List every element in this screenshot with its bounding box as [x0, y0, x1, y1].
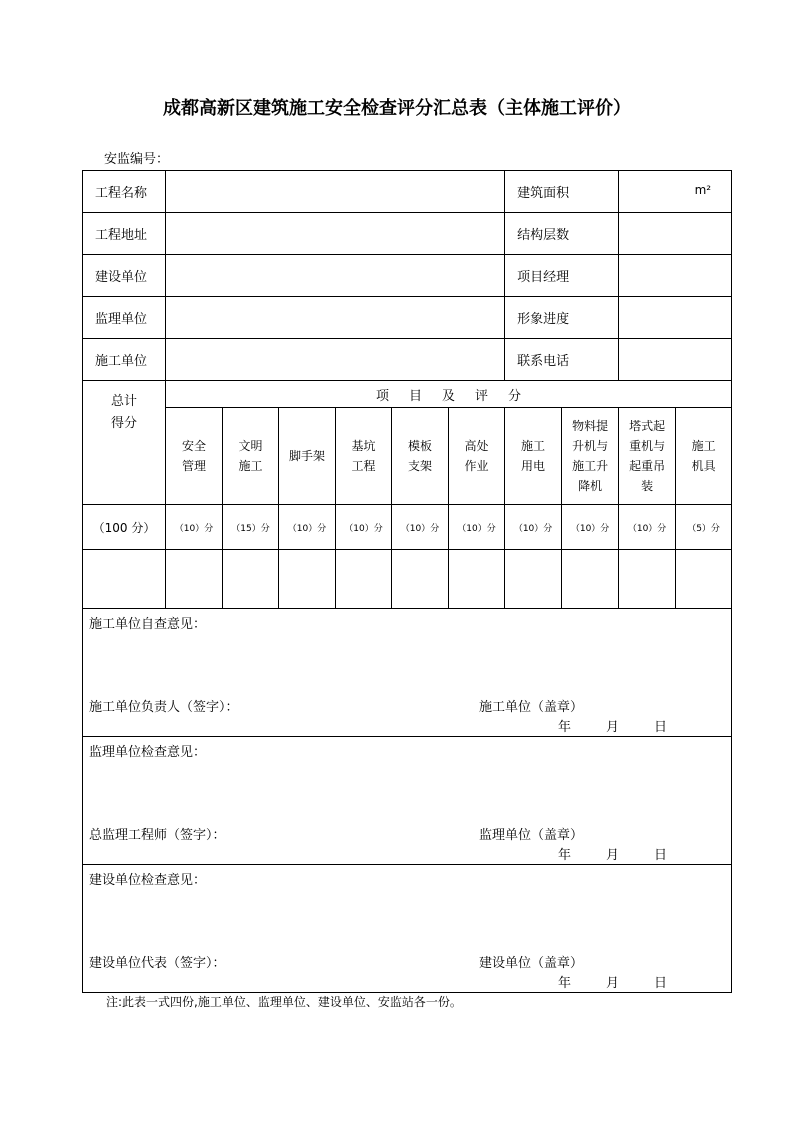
page-title: 成都高新区建筑施工安全检查评分汇总表（主体施工评价） [163, 98, 631, 119]
category-header [449, 408, 505, 505]
category-line: 基坑 [351, 439, 376, 453]
category-header [223, 408, 279, 505]
category-header [505, 408, 562, 505]
project-manager-label: 项目经理 [505, 255, 619, 297]
owner-unit-label: 建设单位 [83, 255, 166, 297]
date-month: 月 [606, 976, 620, 991]
total-max-score: （100 分） [83, 505, 166, 550]
category-line: 用电 [521, 459, 546, 473]
date-day: 日 [654, 848, 668, 863]
category-score-entry[interactable] [505, 550, 562, 609]
max-score-row [83, 505, 732, 550]
supervisor-date [558, 844, 667, 863]
category-line: 降机 [578, 479, 603, 493]
supervisor-signer-label: 总监理工程师（签字）： [89, 828, 226, 843]
total-score-header [83, 381, 166, 505]
contractor-seal-label: 施工单位（盖章） [479, 700, 584, 715]
owner-signer-label: 建设单位代表（签字）： [89, 956, 226, 971]
info-row-contractor [83, 339, 732, 381]
opinion-supervisor [83, 737, 732, 865]
progress-label: 形象进度 [505, 297, 619, 339]
progress-field[interactable] [619, 297, 732, 339]
category-score-entry[interactable] [166, 550, 223, 609]
project-address-field[interactable] [166, 213, 505, 255]
category-line: 机具 [691, 459, 716, 473]
category-line: 施工 [238, 459, 263, 473]
contractor-date [558, 716, 667, 735]
category-header [619, 408, 676, 505]
project-address-label: 工程地址 [83, 213, 166, 255]
contact-phone-label: 联系电话 [505, 339, 619, 381]
total-score-entry[interactable] [83, 550, 166, 609]
owner-seal-label: 建设单位（盖章） [479, 956, 584, 971]
category-header [166, 408, 223, 505]
building-area-label: 建筑面积 [505, 171, 619, 213]
category-line: 支架 [407, 459, 432, 473]
supervisor-unit-label: 监理单位 [83, 297, 166, 339]
category-line: 升机与 [572, 439, 609, 453]
date-month: 月 [606, 720, 620, 735]
category-score-entry[interactable] [223, 550, 279, 609]
category-max-score: （10）分 [505, 505, 562, 550]
category-line: 施工 [521, 439, 546, 453]
building-area-field[interactable] [619, 171, 732, 213]
supervisor-unit-field[interactable] [166, 297, 505, 339]
category-line: 重机与 [629, 439, 666, 453]
category-max-score: （10）分 [166, 505, 223, 550]
category-line: 塔式起 [629, 419, 666, 433]
date-year: 年 [558, 976, 572, 991]
category-score-entry[interactable] [449, 550, 505, 609]
area-unit: m² [694, 183, 712, 197]
structure-floors-label: 结构层数 [505, 213, 619, 255]
category-max-score: （10）分 [336, 505, 392, 550]
category-max-score: （10）分 [619, 505, 676, 550]
owner-opinion-label: 建设单位检查意见： [89, 873, 207, 888]
date-year: 年 [558, 848, 572, 863]
category-score-entry[interactable] [676, 550, 732, 609]
category-line: 施工升 [572, 459, 609, 473]
category-header [676, 408, 732, 505]
category-score-entry[interactable] [392, 550, 449, 609]
category-score-entry[interactable] [336, 550, 392, 609]
project-name-field[interactable] [166, 171, 505, 213]
category-header [336, 408, 392, 505]
category-max-score: （15）分 [223, 505, 279, 550]
structure-floors-field[interactable] [619, 213, 732, 255]
category-line: 模板 [407, 439, 432, 453]
category-line: 施工 [691, 439, 716, 453]
category-max-score: （5）分 [676, 505, 732, 550]
category-line: 文明 [238, 439, 263, 453]
date-year: 年 [558, 720, 572, 735]
info-row-project-address [83, 213, 732, 255]
owner-unit-field[interactable] [166, 255, 505, 297]
category-line: 作业 [464, 459, 489, 473]
project-manager-field[interactable] [619, 255, 732, 297]
category-header [562, 408, 619, 505]
category-line: 安全 [181, 439, 206, 453]
score-header-row [83, 381, 732, 408]
contractor-signer-label: 施工单位负责人（签字）： [89, 700, 239, 715]
score-entry-row [83, 550, 732, 609]
category-line: 管理 [181, 459, 206, 473]
project-name-label: 工程名称 [83, 171, 166, 213]
contractor-unit-label: 施工单位 [83, 339, 166, 381]
supervisor-opinion-label: 监理单位检查意见： [89, 745, 207, 760]
owner-date [558, 972, 667, 991]
category-line: 物料提 [572, 419, 609, 433]
footnote: 注:此表一式四份,施工单位、监理单位、建设单位、安监站各一份。 [106, 995, 462, 1009]
category-line: 脚手架 [288, 449, 325, 463]
category-score-entry[interactable] [562, 550, 619, 609]
date-day: 日 [654, 976, 668, 991]
total-label-1: 总计 [110, 394, 137, 409]
category-row [83, 408, 732, 505]
category-line: 装 [641, 479, 654, 493]
contractor-opinion-label: 施工单位自查意见： [89, 617, 207, 632]
category-max-score: （10）分 [562, 505, 619, 550]
category-line: 高处 [464, 439, 489, 453]
contractor-unit-field[interactable] [166, 339, 505, 381]
info-row-owner [83, 255, 732, 297]
category-line: 起重吊 [629, 459, 666, 473]
contact-phone-field[interactable] [619, 339, 732, 381]
category-score-entry[interactable] [619, 550, 676, 609]
total-label-2: 得分 [110, 416, 137, 431]
supervisor-seal-label: 监理单位（盖章） [479, 828, 584, 843]
items-header: 项目及评分 [166, 381, 732, 408]
category-header [279, 408, 336, 505]
info-row-supervisor [83, 297, 732, 339]
serial-number-label: 安监编号： [104, 152, 170, 167]
opinion-contractor [83, 609, 732, 737]
category-score-entry[interactable] [279, 550, 336, 609]
category-header [392, 408, 449, 505]
date-month: 月 [606, 848, 620, 863]
category-line: 工程 [351, 459, 376, 473]
category-max-score: （10）分 [279, 505, 336, 550]
opinion-owner [83, 865, 732, 993]
category-max-score: （10）分 [392, 505, 449, 550]
info-row-project-name [83, 171, 732, 213]
summary-table [82, 170, 732, 993]
date-day: 日 [654, 720, 668, 735]
category-max-score: （10）分 [449, 505, 505, 550]
